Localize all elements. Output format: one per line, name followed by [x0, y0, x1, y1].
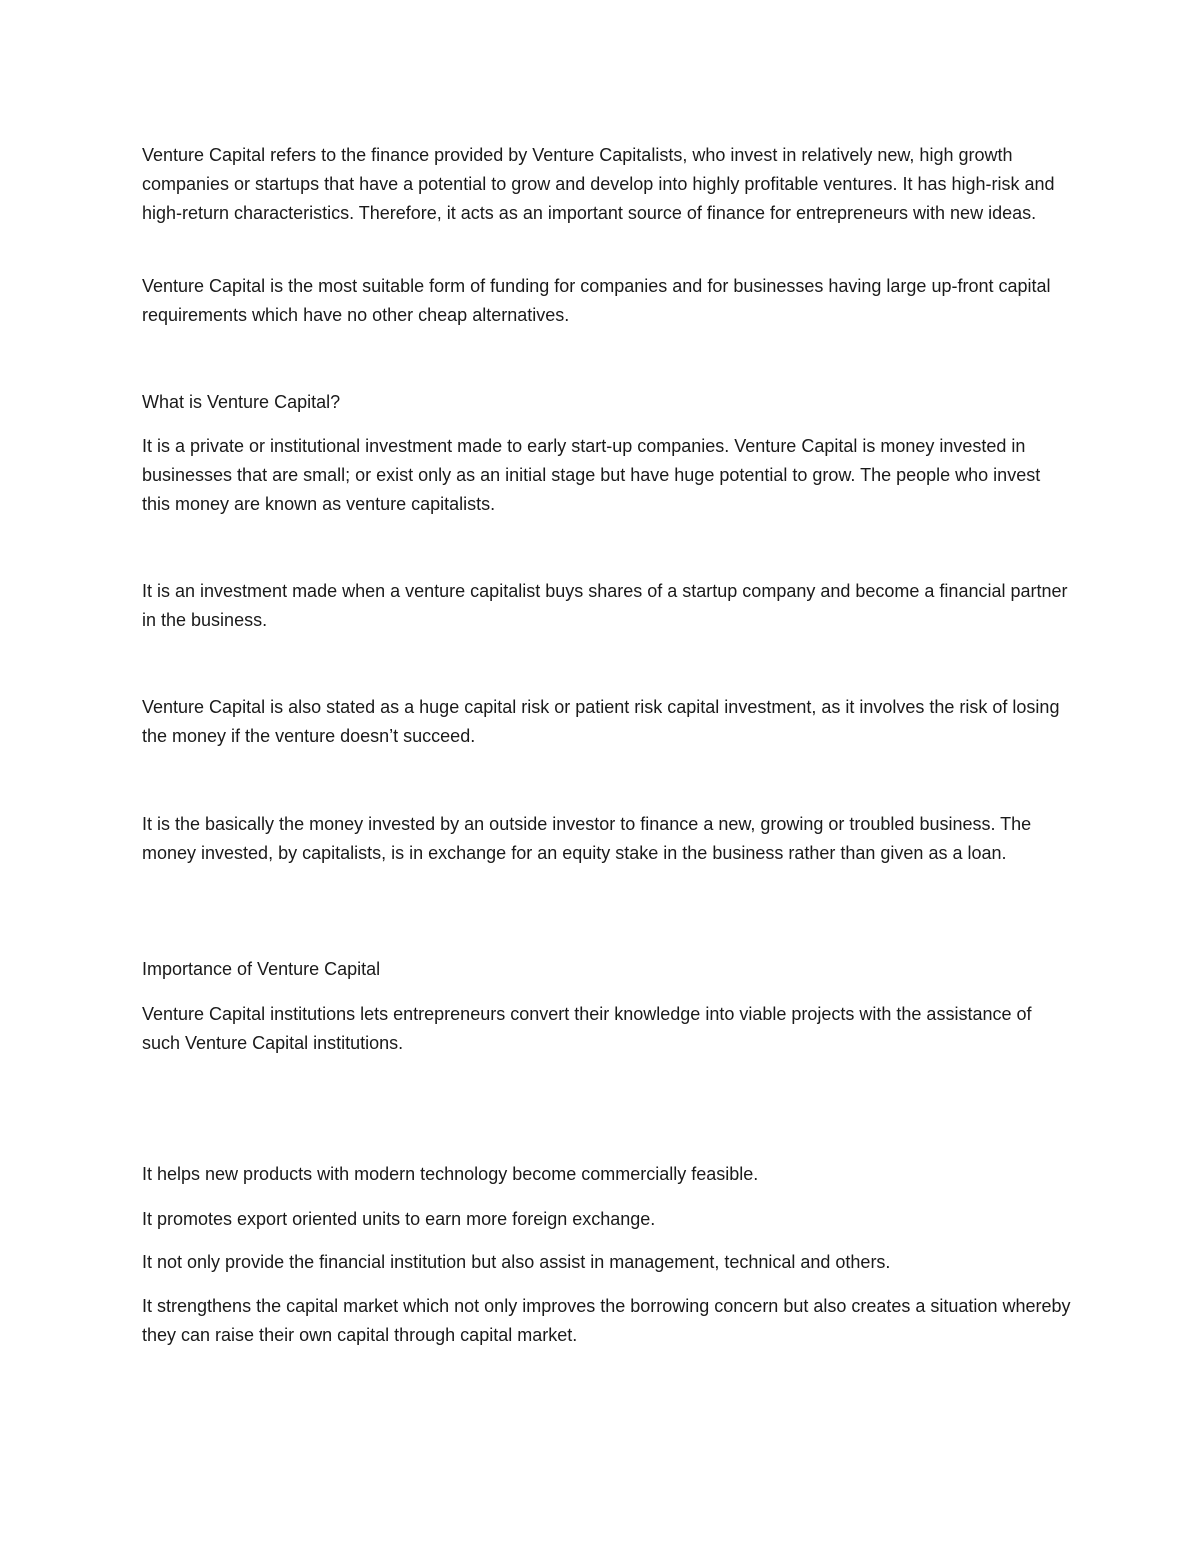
suitability-paragraph: Venture Capital is the most suitable form of funding for companies and for businesses having large up-front capital requirements which have no other cheap alternatives.: [142, 276, 1051, 325]
importance-point-export: It promotes export oriented units to earn more foreign exchange.: [142, 1209, 656, 1229]
outside-investor-paragraph: It is the basically the money invested by an outside investor to finance a new, growing or troubled business. The money invested, by capitalists, is in exchange for an equity stake in the business rather than given as a loan.: [142, 814, 1032, 863]
importance-point-technology: It helps new products with modern technology become commercially feasible.: [142, 1164, 759, 1184]
section-heading-importance: Importance of Venture Capital: [142, 959, 381, 979]
definition-paragraph: It is a private or institutional investment made to early start-up companies. Venture Capital is money invested in businesses that are small; or exist only as an initial stage but have huge potential to grow. The people who invest this money are known as venture capitalists.: [142, 436, 1041, 514]
intro-paragraph: Venture Capital refers to the finance provided by Venture Capitalists, who invest in relatively new, high growth companies or startups that have a potential to grow and develop into highly profitable ventures. It has high-risk and high-return characteristics. Therefore, it acts as an important source of finance for entrepreneurs with new ideas.: [142, 145, 1055, 223]
risk-paragraph: Venture Capital is also stated as a huge capital risk or patient risk capital investment, as it involves the risk of losing the money if the venture doesn’t succeed.: [142, 697, 1060, 746]
institutions-paragraph: Venture Capital institutions lets entrepreneurs convert their knowledge into viable projects with the assistance of such Venture Capital institutions.: [142, 1004, 1032, 1053]
importance-point-capital-market: It strengthens the capital market which not only improves the borrowing concern but also creates a situation whereby they can raise their own capital through capital market.: [142, 1296, 1071, 1345]
importance-point-management: It not only provide the financial institution but also assist in management, technical and others.: [142, 1252, 891, 1272]
section-heading-what-is: What is Venture Capital?: [142, 392, 341, 412]
investment-paragraph: It is an investment made when a venture capitalist buys shares of a startup company and become a financial partner in the business.: [142, 581, 1068, 630]
